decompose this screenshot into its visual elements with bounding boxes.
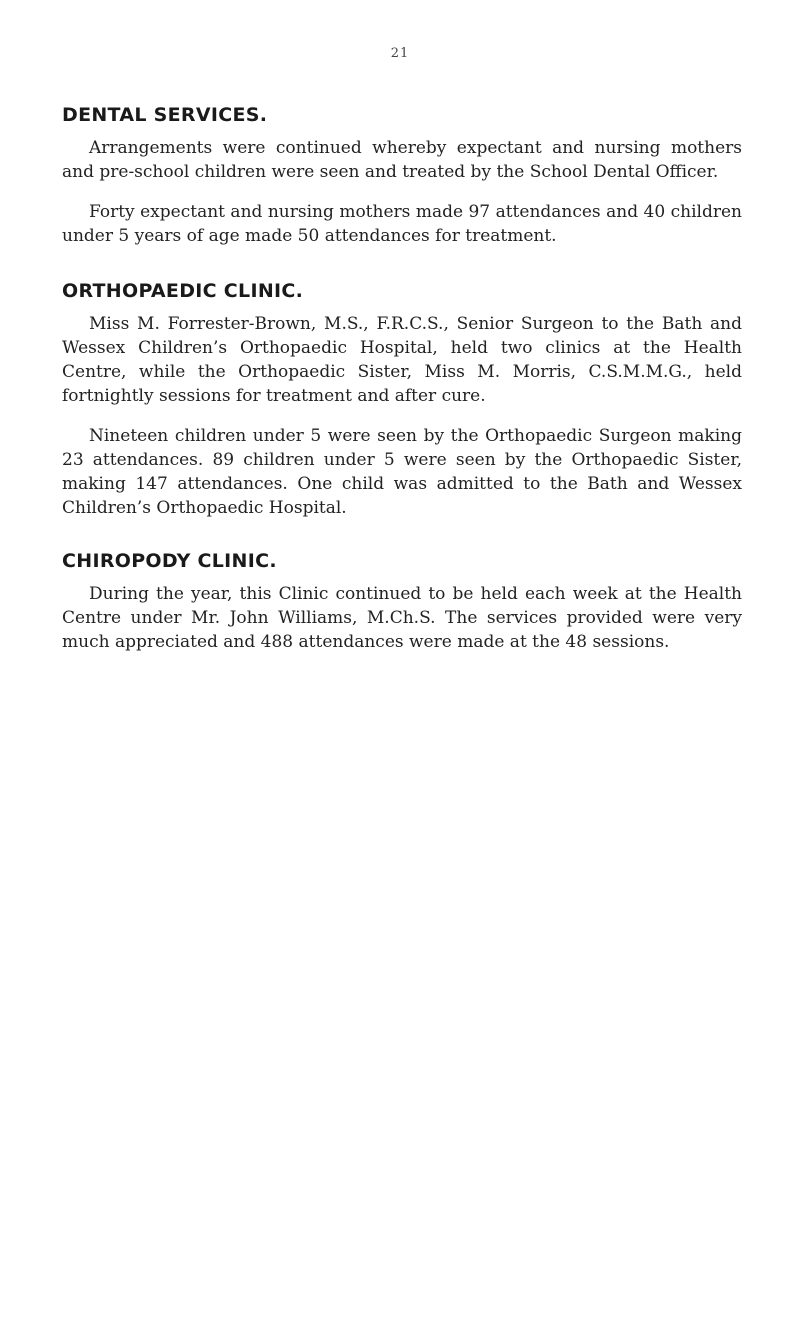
dental-paragraph-1: Arrangements were continued whereby expectant and nursing mothers and pre-school children were seen and treated by the School Dental Officer. [62,138,742,182]
chiropody-clinic-section [62,550,742,654]
orthopaedic-paragraph-1: Miss M. Forrester-Brown, M.S., F.R.C.S., Senior Surgeon to the Bath and Wessex Children’s Orthopaedic Hospital, held two clinics at the Health Centre, while the Orthopaedic Sister, Miss M. Morris, C.S.M.M.G., held fortnightly sessions for treatment and after cure. [62,314,742,406]
dental-services-section [62,104,742,248]
orthopaedic-paragraph-2: Nineteen children under 5 were seen by the Orthopaedic Surgeon making 23 attendances. 89 children under 5 were seen by the Orthopaedic Sister, making 147 attendances. One child was admitted to the Bath and Wessex Children’s Orthopaedic Hospital. [62,426,742,518]
chiropody-paragraph-1: During the year, this Clinic continued to be held each week at the Health Centre under Mr. John Williams, M.Ch.S. The services provided were very much appreciated and 488 attendances were made at the 48 sessions. [62,584,742,652]
page-content [62,104,742,682]
dental-paragraph-2: Forty expectant and nursing mothers made 97 attendances and 40 children under 5 years of age made 50 attendances for treatment. [62,202,742,246]
chiropody-clinic-heading: CHIROPODY CLINIC. [62,550,277,572]
orthopaedic-clinic-heading: ORTHOPAEDIC CLINIC. [62,280,304,302]
page-number: 21 [390,46,410,61]
orthopaedic-clinic-section [62,280,742,520]
dental-services-heading: DENTAL SERVICES. [62,104,268,126]
